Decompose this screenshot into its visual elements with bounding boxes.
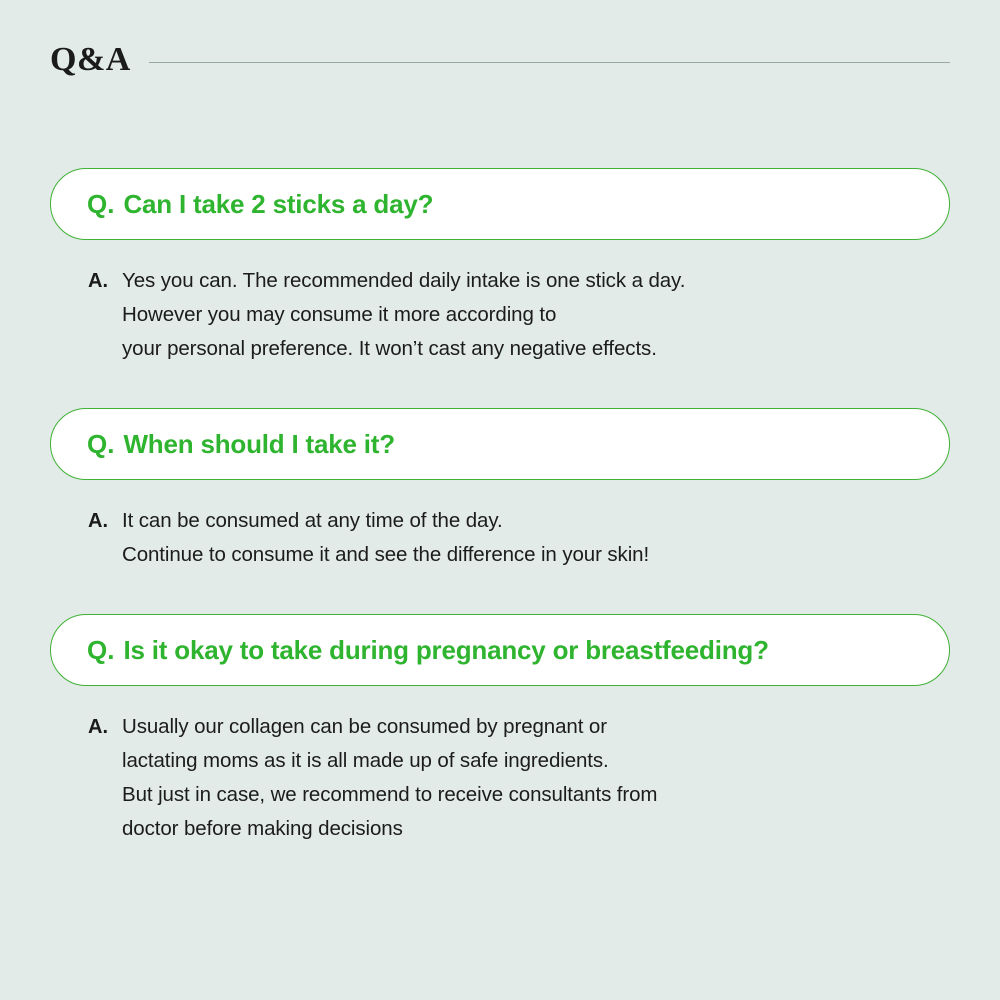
- qa-list: [50, 168, 950, 846]
- question-marker: Q.: [87, 635, 115, 665]
- answer-line: But just in case, we recommend to receive consultants from: [122, 783, 658, 806]
- answer-line: lactating moms as it is all made up of safe ingredients.: [122, 749, 609, 772]
- answer-block: [50, 504, 950, 572]
- question-pill[interactable]: [50, 408, 950, 480]
- header-divider: [149, 62, 950, 63]
- page-title: Q&A: [50, 41, 131, 78]
- answer-marker: A.: [88, 270, 108, 292]
- answer-text: [122, 710, 657, 846]
- question-marker: Q.: [87, 429, 115, 459]
- question-pill[interactable]: [50, 614, 950, 686]
- answer-text: [122, 264, 685, 366]
- answer-line: Yes you can. The recommended daily intake is one stick a day.: [122, 269, 686, 292]
- page-header: [50, 38, 950, 82]
- qa-item: [50, 168, 950, 366]
- qa-item: [50, 408, 950, 572]
- answer-line: your personal preference. It won’t cast any negative effects.: [122, 337, 657, 360]
- answer-line: Continue to consume it and see the difference in your skin!: [122, 543, 650, 566]
- answer-line: doctor before making decisions: [122, 817, 403, 840]
- answer-text: [122, 504, 649, 572]
- question-text: When should I take it?: [123, 429, 395, 459]
- answer-marker: A.: [88, 510, 108, 532]
- answer-block: [50, 710, 950, 846]
- qa-item: [50, 614, 950, 846]
- question-marker: Q.: [87, 189, 115, 219]
- question-text: Can I take 2 sticks a day?: [123, 189, 434, 219]
- answer-line: Usually our collagen can be consumed by pregnant or: [122, 715, 607, 738]
- answer-line: It can be consumed at any time of the day.: [122, 509, 503, 532]
- question-pill[interactable]: [50, 168, 950, 240]
- question-text: Is it okay to take during pregnancy or breastfeeding?: [123, 635, 769, 665]
- answer-line: However you may consume it more according to: [122, 303, 557, 326]
- answer-marker: A.: [88, 716, 108, 738]
- answer-block: [50, 264, 950, 366]
